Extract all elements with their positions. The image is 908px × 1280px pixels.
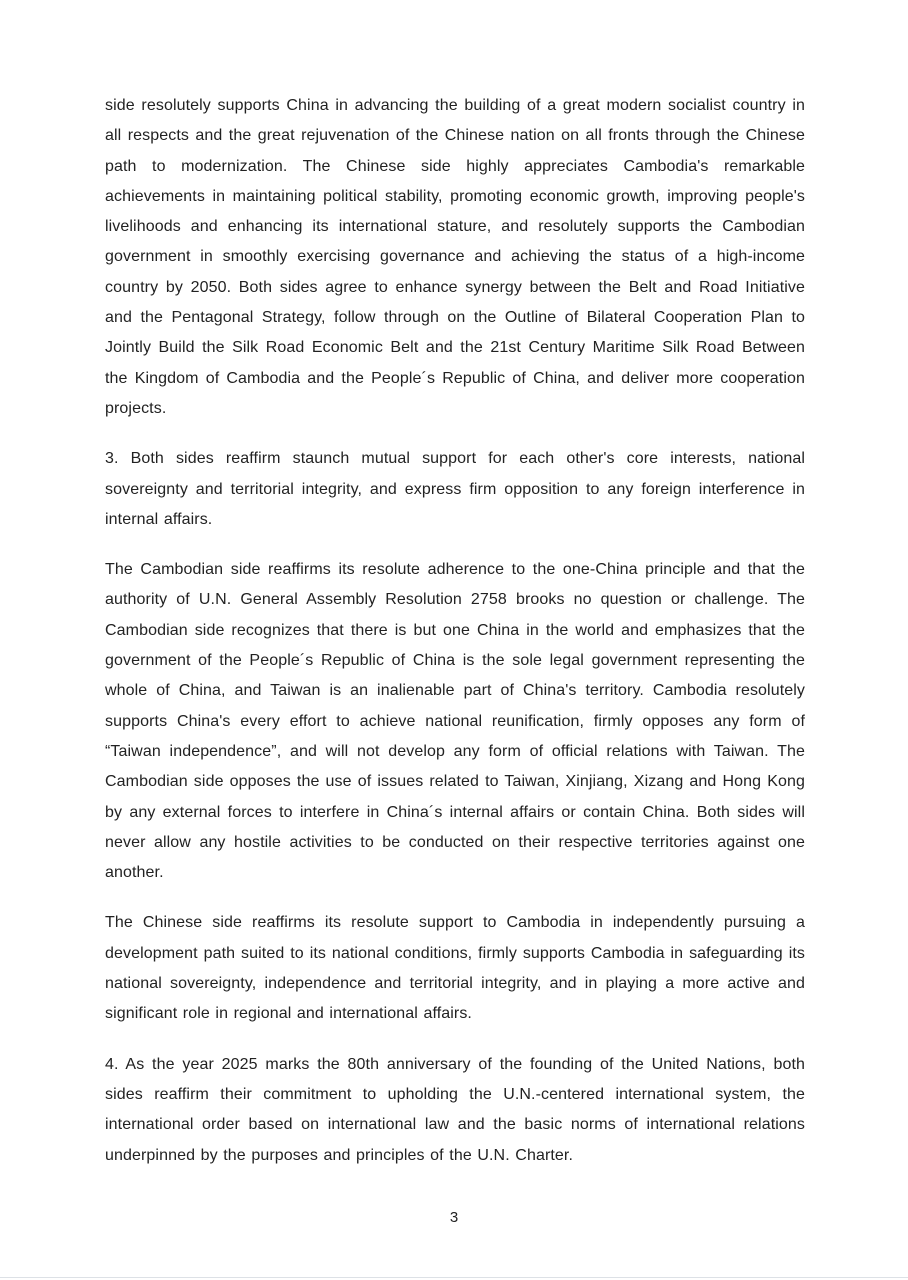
paragraph-point-3-mutual-support: 3. Both sides reaffirm staunch mutual support for each other's core interests, national sovereignty and territorial integrity, and express firm opposition to any foreign interference in internal affairs. — [105, 450, 805, 528]
paragraph-one-china-principle: The Cambodian side reaffirms its resolute adherence to the one-China principle and that the authority of U.N. General Assembly Resolution 2758 brooks no question or challenge. The Cambodian side recognizes that there is but one China in the world and emphasizes that the government of the People´s Republic of China is the sole legal government representing the whole of China, and Taiwan is an inalienable part of China's territory. Cambodia resolutely supports China's every effort to achieve national reunification, firmly opposes any form of “Taiwan independence”, and will not develop any form of official relations with Taiwan. The Cambodian side opposes the use of issues related to Taiwan, Xinjiang, Xizang and Hong Kong by any external forces to interfere in China´s internal affairs or contain China. Both sides will never allow any hostile activities to be conducted on their respective territories against one another. — [105, 561, 805, 882]
paragraph-chinese-side-support: The Chinese side reaffirms its resolute support to Cambodia in independently pursuing a development path suited to its national conditions, firmly supports Cambodia in safeguarding its national sovereignty, independence and territorial integrity, and in playing a more active and significant role in regional and international affairs. — [105, 914, 805, 1023]
page-bottom-divider — [0, 1277, 908, 1278]
paragraph-continuation-cooperation: side resolutely supports China in advancing the building of a great modern socialist country in all respects and the great rejuvenation of the Chinese nation on all fronts through the Chinese path to modernization. The Chinese side highly appreciates Cambodia's remarkable achievements in maintaining political stability, promoting economic growth, improving people's livelihoods and enhancing its international stature, and resolutely supports the Cambodian government in smoothly exercising governance and achieving the status of a high-income country by 2050. Both sides agree to enhance synergy between the Belt and Road Initiative and the Pentagonal Strategy, follow through on the Outline of Bilateral Cooperation Plan to Jointly Build the Silk Road Economic Belt and the 21st Century Maritime Silk Road Between the Kingdom of Cambodia and the People´s Republic of China, and deliver more cooperation projects. — [105, 97, 805, 417]
paragraph-point-4-un-anniversary: 4. As the year 2025 marks the 80th anniversary of the founding of the United Nations, both sides reaffirm their commitment to upholding the U.N.-centered international system, the international order based on international law and the basic norms of international relations underpinned by the purposes and principles of the U.N. Charter. — [105, 1055, 805, 1164]
page-number: 3 — [449, 1209, 459, 1226]
document-body — [105, 91, 805, 1191]
